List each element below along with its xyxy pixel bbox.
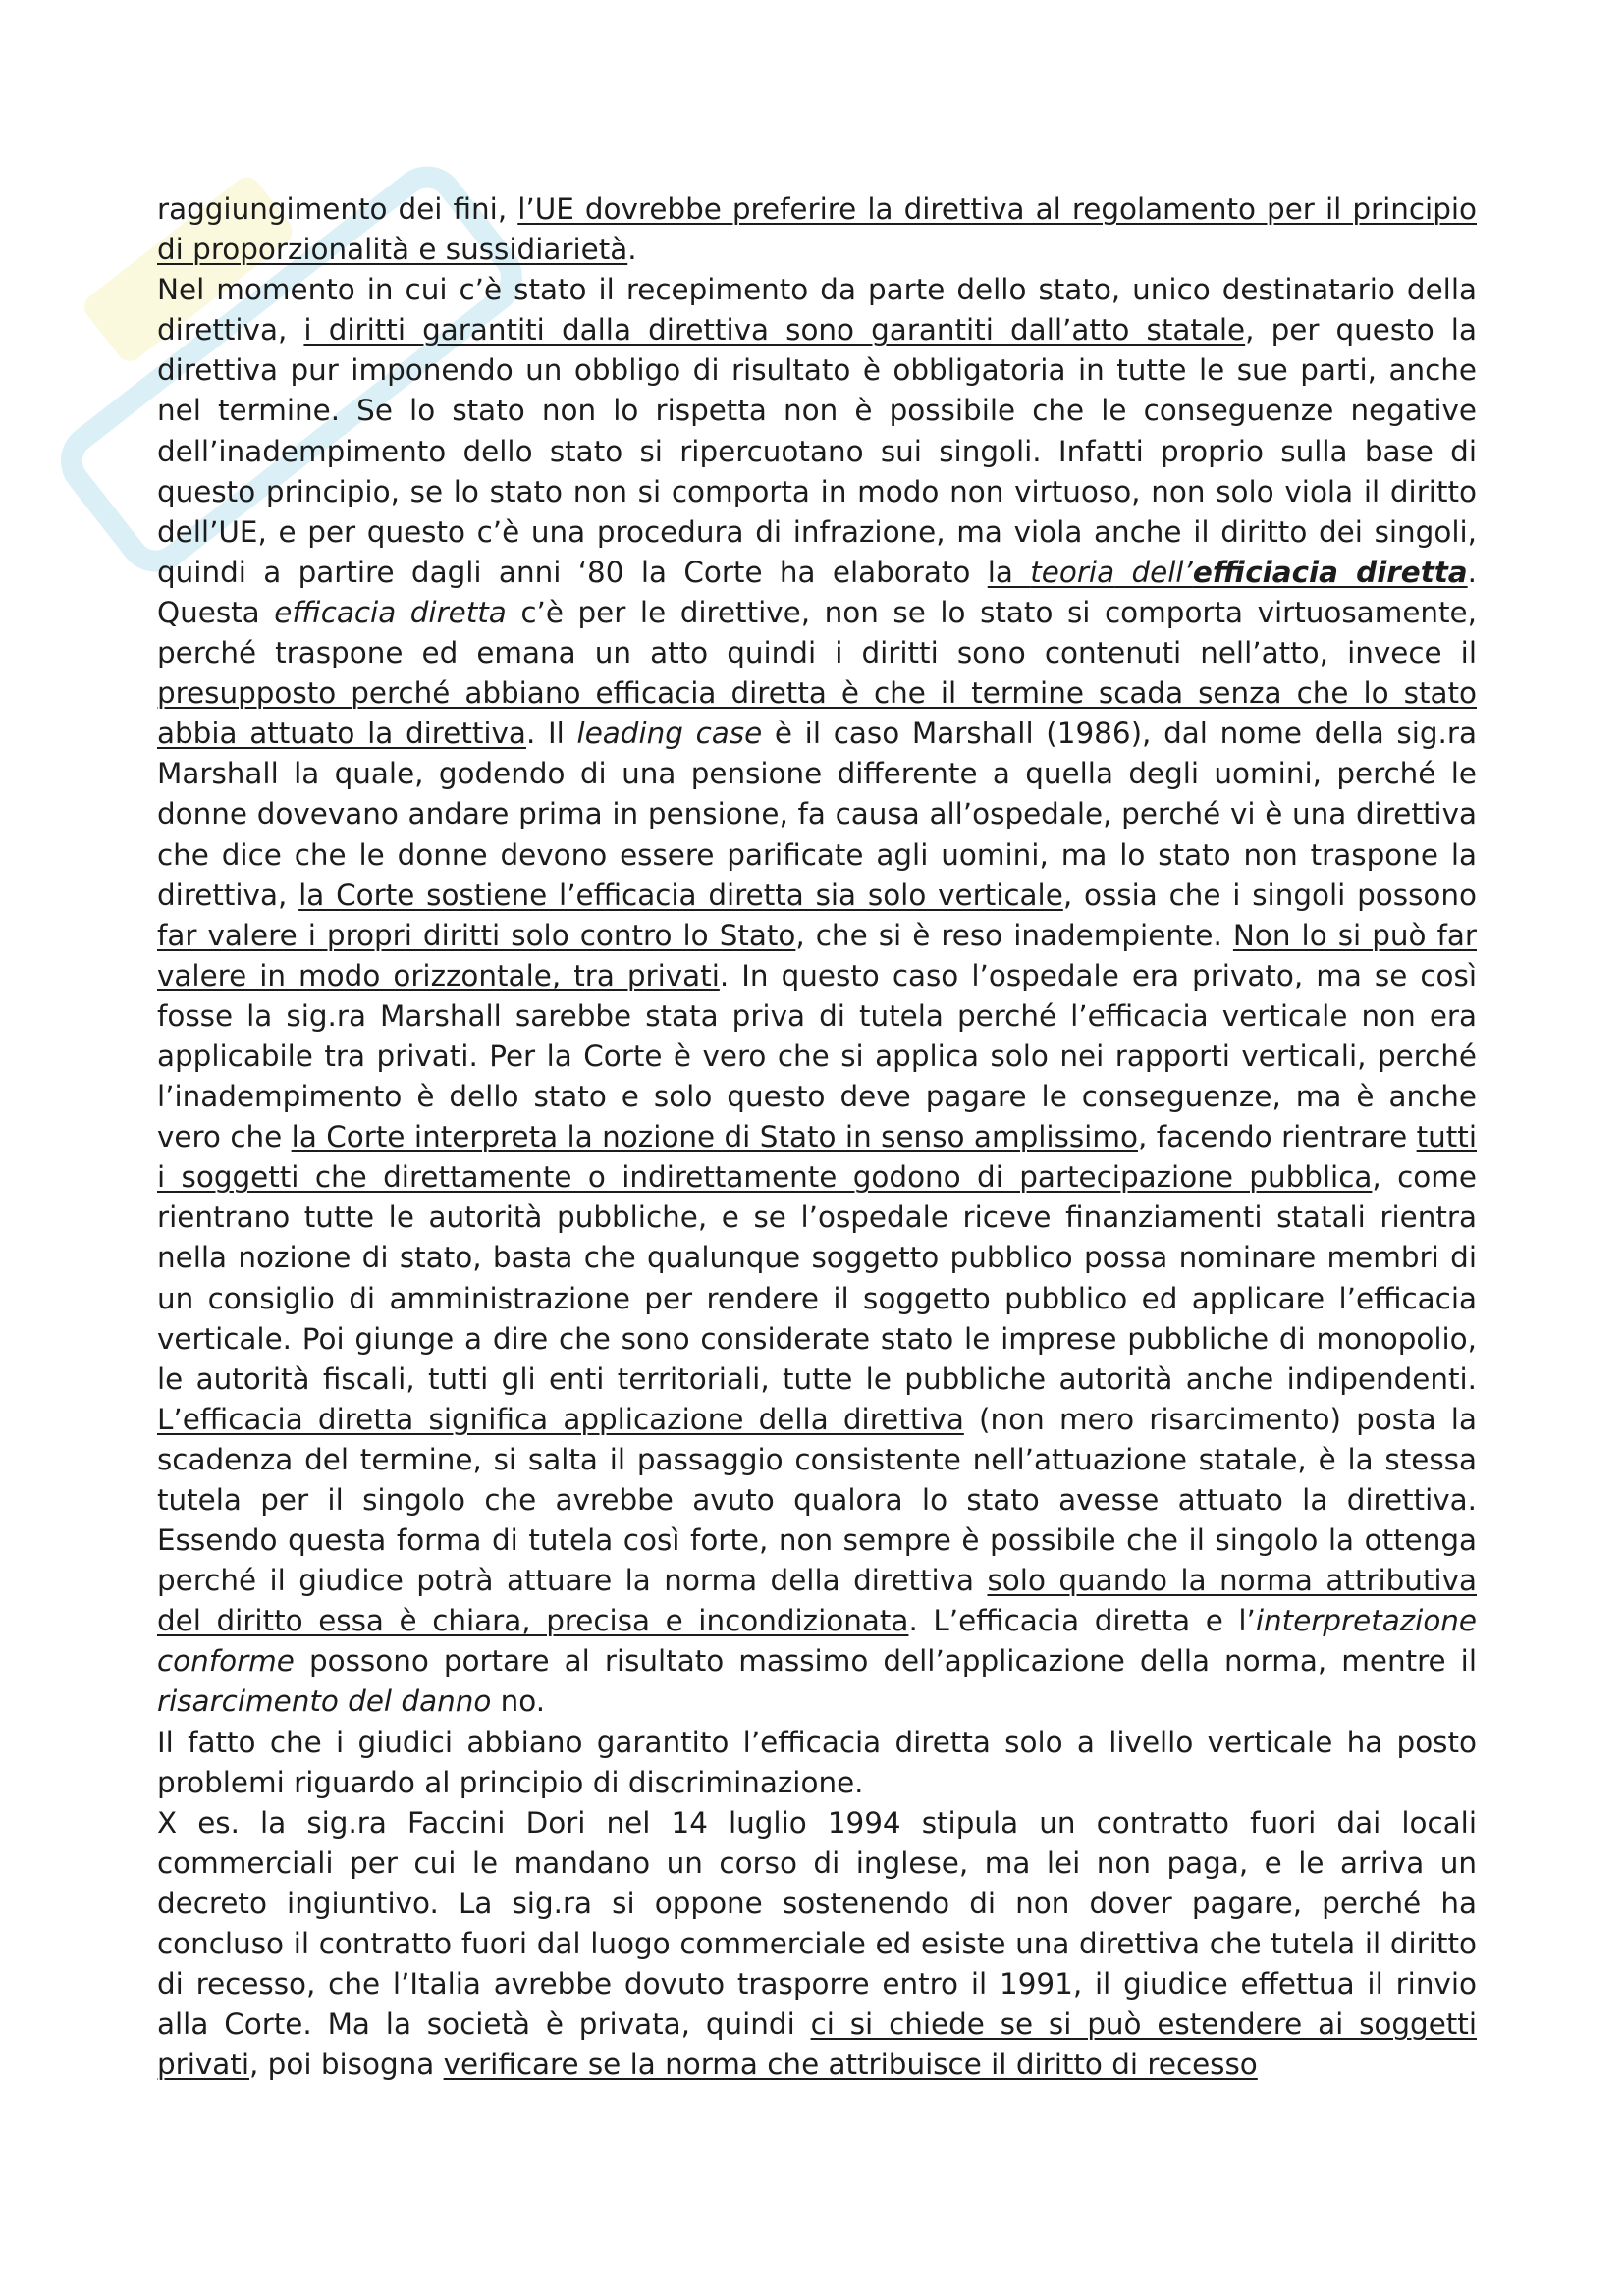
underlined-text: verificare se la norma che attribuisce il diritto di recesso — [443, 2048, 1258, 2082]
text-run: , per questo la direttiva pur imponendo un obbligo di risultato è obbligatoria in tutte le sue parti, anche nel termine. Se lo stato non lo rispetta non è possibile che le conseguenze negative dell’inadempimento dello stato si ripercuotano sui singoli. Infatti proprio sulla base di questo principio, se lo stato non si comporta in modo non virtuoso, non solo viola il diritto dell’UE, e per questo c’è una procedura di infrazione, ma viola anche il diritto dei singoli, quindi a partire dagli anni ‘80 la Corte ha elaborato — [157, 313, 1477, 589]
underlined-text: la Corte sostiene l’efficacia diretta sia solo verticale — [298, 878, 1063, 912]
text-run: possono portare al risultato massimo dell’applicazione della norma, mentre il — [294, 1644, 1477, 1679]
underlined-text: teoria — [1030, 555, 1115, 589]
text-run: , che si è reso inadempiente. — [795, 918, 1233, 952]
text-run: . Questa — [157, 555, 1477, 629]
underlined-text: tutti i soggetti che direttamente o indirettamente godono di partecipazione pubblica — [157, 1120, 1477, 1195]
text-run: no. — [491, 1684, 546, 1719]
text-run: . In questo caso l’ospedale era privato, ma se così fosse la sig.ra Marshall sarebbe stata priva di tutela perché l’efficacia verticale non era applicabile tra privati. Per la Corte è vero che si applica solo nei rapporti verticali, perché l’inadempimento è dello stato e solo questo deve pagare le conseguenze, ma è anche vero che — [157, 958, 1477, 1154]
underlined-text: dell’ — [1114, 555, 1193, 589]
text-run: , facendo rientrare — [1137, 1120, 1417, 1154]
text-run: . Il — [525, 717, 577, 751]
italic-text: interpretazione conforme — [157, 1604, 1478, 1679]
document-body — [157, 189, 1477, 2085]
text-run: . — [627, 233, 637, 267]
italic-text: risarcimento del danno — [157, 1684, 492, 1719]
text-run: , poi bisogna — [249, 2048, 444, 2082]
underlined-text: la — [987, 555, 1031, 589]
underlined-text: la Corte interpreta la nozione di Stato in senso amplissimo — [291, 1120, 1138, 1154]
text-run: (non mero risarcimento) posta la scadenza del termine, si salta il passaggio consistente nell’attuazione statale, è la stessa tutela per il singolo che avrebbe avuto qualora lo stato avesse attuato la direttiva. Essendo questa forma di tutela così forte, non sempre è possibile che il singolo la ottenga perché il giudice potrà attuare la norma della direttiva — [157, 1402, 1477, 1598]
paragraph — [157, 1803, 1477, 2086]
paragraph — [157, 1723, 1477, 1803]
underlined-text: L’efficacia diretta significa applicazione della direttiva — [157, 1402, 964, 1436]
text-run: Il fatto che i giudici abbiano garantito l’efficacia diretta solo a livello verticale ha posto problemi riguardo al principio di discriminazione. — [157, 1725, 1477, 1799]
underlined-text: ci si chiede se si può estendere ai soggetti privati — [157, 2007, 1477, 2082]
text-run: , come rientrano tutte le autorità pubbliche, e se l’ospedale riceve finanziamenti statali rientra nella nozione di stato, basta che qualunque soggetto pubblico possa nominare membri di un consiglio di amministrazione per rendere il soggetto pubblico ed applicare l’efficacia verticale. Poi giunge a dire che sono considerate stato le imprese pubbliche di monopolio, le autorità fiscali, tutti gli enti territoriali, tutte le pubbliche autorità anche indipendenti. — [157, 1160, 1477, 1396]
text-run: Nel momento in cui c’è stato il recepimento da parte dello stato, unico destinatario della direttiva, — [157, 273, 1477, 347]
italic-text: efficacia diretta — [274, 595, 507, 629]
text-run: è il caso Marshall (1986), dal nome della sig.ra Marshall la quale, godendo di una pensione differente a quella degli uomini, perché le donne dovevano andare prima in pensione, fa causa all’ospedale, perché vi è una direttiva che dice che le donne devono essere parificate agli uomini, ma lo stato non traspone la direttiva, — [157, 717, 1477, 912]
text-run: . L’efficacia diretta e l’ — [908, 1604, 1256, 1638]
underlined-text: efficiacia diretta — [1192, 555, 1468, 589]
underlined-text: Non lo si può far valere in modo orizzontale, tra privati — [157, 918, 1477, 992]
text-run: raggiungimento dei fini, — [157, 192, 518, 226]
text-run: , ossia che i singoli possono — [1062, 878, 1477, 912]
underlined-text: i diritti garantiti dalla direttiva sono garantiti dall’atto statale — [303, 313, 1246, 347]
underlined-text: far valere i propri diritti solo contro lo Stato — [157, 918, 796, 952]
underlined-text: presupposto perché abbiano efficacia diretta è che il termine scada senza che lo stato abbia attuato la direttiva — [157, 676, 1477, 751]
paragraph — [157, 189, 1477, 270]
text-run: X es. la sig.ra Faccini Dori nel 14 luglio 1994 stipula un contratto fuori dai locali commerciali per cui le mandano un corso di inglese, ma lei non paga, e le arriva un decreto ingiuntivo. La sig.ra si oppone sostenendo di non dover pagare, perché ha concluso il contratto fuori dal luogo commerciale ed esiste una direttiva che tutela il diritto di recesso, che l’Italia avrebbe dovuto trasporre entro il 1991, il giudice effettua il rinvio alla Corte. Ma la società è privata, quindi — [157, 1805, 1477, 2042]
underlined-text: l’UE dovrebbe preferire la direttiva al regolamento per il principio di proporzionalità e sussidiarietà — [157, 192, 1477, 267]
underlined-text: solo quando la norma attributiva del diritto essa è chiara, precisa e incondizionata — [157, 1564, 1477, 1638]
text-run: c’è per le direttive, non se lo stato si comporta virtuosamente, perché traspone ed emana un atto quindi i diritti sono contenuti nell’atto, invece il — [157, 595, 1477, 670]
paragraph — [157, 270, 1477, 1722]
italic-text: leading case — [576, 717, 763, 751]
